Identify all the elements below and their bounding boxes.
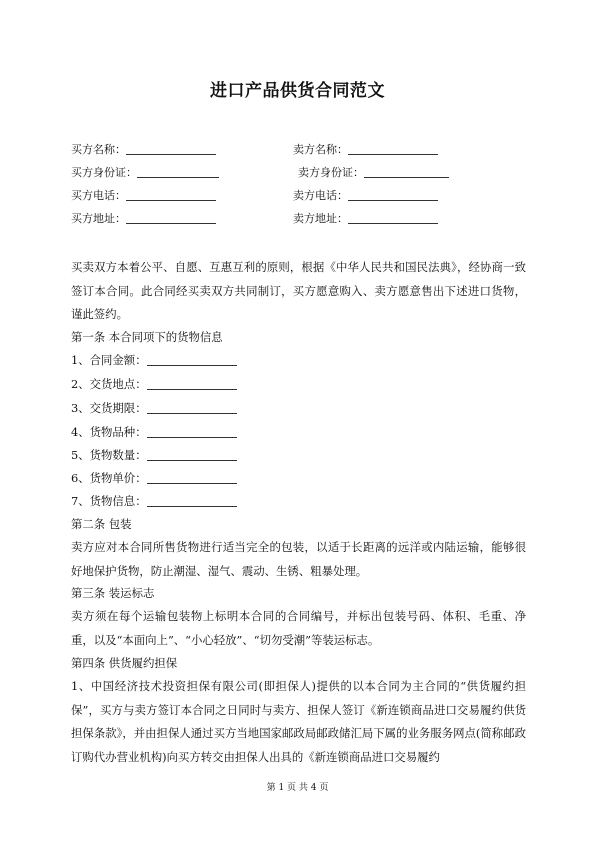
article3-heading: 第三条 装运标志	[71, 586, 155, 600]
buyer-phone-label: 买方电话：	[71, 189, 126, 202]
item-blank	[147, 449, 237, 461]
seller-address-label: 卖方地址：	[293, 212, 348, 225]
buyer-address-blank	[126, 212, 216, 224]
item-label: 4、货物品种：	[71, 425, 147, 439]
seller-phone-blank	[348, 189, 438, 201]
page-footer: 第 1 页 共 4 页	[266, 783, 329, 793]
buyer-id-field	[71, 166, 219, 180]
item-blank	[147, 426, 237, 438]
seller-phone-label: 卖方电话：	[293, 189, 348, 202]
buyer-address-field	[71, 212, 216, 226]
intro-paragraph: 买卖双方本着公平、自愿、互惠互利的原则，根据《中华人民共和国民法典》，经协商一致签订本合同。此合同经买卖双方共同制订，买方愿意购入、卖方愿意售出下述进口货物，谨此签约。	[71, 260, 526, 321]
item-label: 3、交货期限：	[71, 401, 147, 415]
document-title: 进口产品供货合同范文	[210, 81, 385, 101]
article4-paragraph: 1、中国经济技术投资担保有限公司(即担保人)提供的以本合同为主合同的“供货履约担保”，买方与卖方签订本合同之日同时与卖方、担保人签订《新连锁商品进口交易履约供货担保条款》，并由担保人通过买方当地国家邮政局邮政储汇局下属的业务服务网点(简称邮政订购代办营业机构)向买方转交由担保人出具的《新连锁商品进口交易履约	[71, 679, 526, 764]
article1-item	[71, 377, 237, 391]
item-blank	[147, 495, 237, 507]
item-blank	[147, 402, 237, 414]
item-blank	[147, 378, 237, 390]
buyer-name-label: 买方名称：	[71, 143, 126, 156]
seller-id-label: 卖方身份证：	[298, 166, 364, 179]
article1-item	[71, 494, 237, 508]
buyer-address-label: 买方地址：	[71, 212, 126, 225]
seller-id-blank	[364, 166, 449, 178]
article2-heading: 第二条 包装	[71, 517, 132, 531]
buyer-id-label: 买方身份证：	[71, 166, 137, 179]
buyer-name-blank	[126, 143, 216, 155]
article1-item	[71, 425, 237, 439]
article1-item	[71, 353, 237, 367]
article2-paragraph: 卖方应对本合同所售货物进行适当完全的包装，以适于长距离的远洋或内陆运输，能够很好地保护货物，防止潮湿、湿气、震动、生锈、粗暴处理。	[71, 540, 526, 578]
article1-heading: 第一条 本合同项下的货物信息	[71, 330, 223, 344]
seller-name-label: 卖方名称：	[293, 143, 348, 156]
seller-phone-field	[293, 189, 438, 203]
item-blank	[147, 472, 237, 484]
article3-paragraph: 卖方须在每个运输包装物上标明本合同的合同编号，并标出包装号码、体积、毛重、净重，以及“本面向上”、“小心轻放”、“切勿受潮”等装运标志。	[71, 609, 526, 647]
item-blank	[147, 354, 237, 366]
seller-address-blank	[348, 212, 438, 224]
article1-item	[71, 471, 237, 485]
seller-id-field	[298, 166, 449, 180]
seller-name-blank	[348, 143, 438, 155]
seller-address-field	[293, 212, 438, 226]
seller-name-field	[293, 143, 438, 157]
item-label: 6、货物单价：	[71, 471, 147, 485]
article1-item	[71, 401, 237, 415]
item-label: 5、货物数量：	[71, 448, 147, 462]
buyer-phone-blank	[126, 189, 216, 201]
item-label: 7、货物信息：	[71, 494, 147, 508]
article1-item	[71, 448, 237, 462]
item-label: 2、交货地点：	[71, 377, 147, 391]
buyer-phone-field	[71, 189, 216, 203]
buyer-id-blank	[137, 166, 219, 178]
item-label: 1、合同金额：	[71, 353, 147, 367]
article4-heading: 第四条 供货履约担保	[71, 656, 178, 670]
buyer-name-field	[71, 143, 216, 157]
